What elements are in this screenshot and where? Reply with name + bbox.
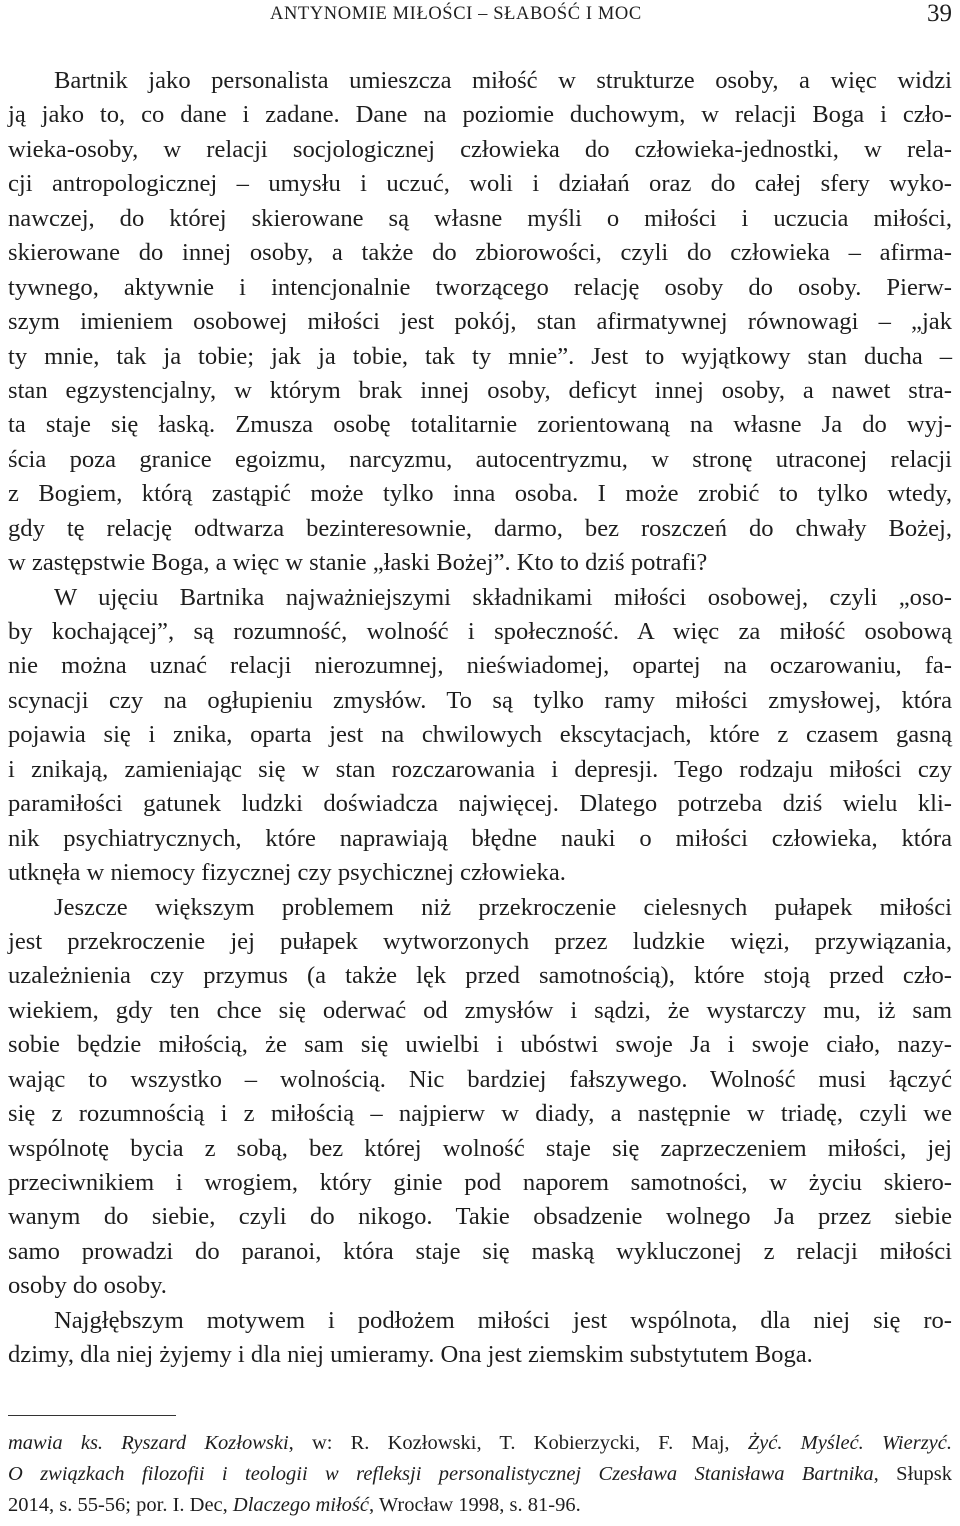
text-line: szym imieniem osobowej miłości jest pokój, stan afirmatywnej równowagi – „jak	[8, 308, 952, 336]
text-line: cji antropologicznej – umysłu i uczuć, woli i działań oraz do całej sfery wyko-	[8, 170, 952, 198]
text-line: dzimy, dla niej żyjemy i dla niej umieramy. Ona jest ziemskim substytutem Boga.	[8, 1341, 813, 1369]
text-line: się z rozumnością i z miłością – najpierw w diady, a następnie w triadę, czyli we	[8, 1100, 952, 1128]
footnote-text: , Słupsk	[873, 1463, 953, 1485]
text-line: w zastępstwie Boga, a więc w stanie „łaski Bożej”. Kto to dziś potrafi?	[8, 549, 708, 577]
text-line: paramiłości gatunek ludzki doświadcza najwięcej. Dlatego potrzeba dziś wielu kli-	[8, 790, 952, 818]
text-line: z Bogiem, którą zastąpić może tylko inna osoba. I może zrobić to tylko wtedy,	[8, 480, 952, 508]
text-line: wając to wszystko – wolnością. Nic bardziej fałszywego. Wolność musi łączyć	[8, 1065, 952, 1093]
footnote	[8, 1428, 952, 1521]
footnote-text: , Wrocław 1998, s. 81-96.	[368, 1494, 581, 1516]
text-line: stan egzystencjalny, w którym brak innej osoby, deficyt innej osoby, a nawet stra-	[8, 376, 952, 404]
document-page	[8, 0, 952, 1526]
text-line: nie można uznać relacji nierozumnej, nieświadomej, opartej na oczarowaniu, fa-	[8, 652, 952, 680]
text-line: skierowane do innej osoby, a także do zbiorowości, czyli do człowieka – afirma-	[8, 239, 952, 267]
footnote-line	[8, 1490, 952, 1521]
text-line: i znikają, zamieniając się w stan rozczarowania i depresji. Tego rodzaju miłości czy	[8, 755, 952, 783]
text-line: przeciwnikiem i wrogiem, który ginie pod naporem samotności, w życiu skiero-	[8, 1169, 952, 1196]
text-line: samo prowadzi do paranoi, która staje się maską wykluczonej z relacji miłości	[8, 1237, 952, 1265]
text-line: utknęła w niemocy fizycznej czy psychicznej człowieka.	[8, 859, 566, 887]
text-line: nik psychiatrycznych, które naprawiają błędne nauki o miłości człowieka, która	[8, 824, 952, 852]
footnote-book-subtitle: O związkach filozofii i teologii w refleksji personalistycznej Czesława Stanisława Bartnika	[8, 1463, 874, 1485]
footnote-line	[8, 1428, 952, 1459]
footnote-divider	[8, 1415, 176, 1416]
text-line: osoby do osoby.	[8, 1272, 167, 1300]
footnote-italic-text: mawia ks. Ryszard Kozłowski	[8, 1432, 289, 1454]
text-line: W ujęciu Bartnika najważniejszymi składnikami miłości osobowej, czyli „oso-	[54, 583, 952, 611]
text-line: wieka-osoby, w relacji socjologicznej człowieka do człowieka-jednostki, w rela-	[8, 135, 952, 163]
footnote-text: 2014, s. 55-56; por. I. Dec,	[8, 1494, 233, 1516]
text-line: ta staje się łaską. Zmusza osobę totalitarnie zorientowaną na własne Ja do wyj-	[8, 411, 952, 439]
text-line: by kochającej”, są rozumność, wolność i społeczność. A więc za miłość osobową	[8, 618, 952, 645]
running-header-title: ANTYNOMIE MIŁOŚCI – SŁABOŚĆ I MOC	[270, 4, 642, 24]
text-line: ty mnie, tak ja tobie; jak ja tobie, tak ty mnie”. Jest to wyjątkowy stan ducha –	[8, 342, 952, 370]
text-line: uzależnienia czy przymus (a także lęk przed samotnością), które stoją przed czło-	[8, 962, 952, 990]
footnote-book-title: Dlaczego miłość	[232, 1494, 369, 1516]
text-line: ścia poza granice egoizmu, narcyzmu, autocentryzmu, w stronę utraconej relacji	[8, 445, 952, 473]
body-text	[8, 64, 952, 1373]
text-line: tywnego, aktywnie i intencjonalnie tworzącego relację osoby do osoby. Pierw-	[8, 273, 952, 301]
text-line: ją jako to, co dane i zadane. Dane na poziomie duchowym, w relacji Boga i czło-	[8, 101, 952, 129]
text-line: nawczej, do której skierowane są własne myśli o miłości i uczucia miłości,	[8, 204, 952, 232]
text-line: wspólnotę bycia z sobą, bez której wolność staje się zaprzeczeniem miłości, jej	[8, 1134, 952, 1162]
page-number: 39	[927, 0, 952, 27]
text-line: pojawia się i znika, oparta jest na chwilowych ekscytacjach, które z czasem gasną	[8, 721, 952, 749]
text-line: Najgłębszym motywem i podłożem miłości jest wspólnota, dla niej się ro-	[54, 1306, 952, 1334]
footnote-line	[8, 1459, 952, 1490]
text-line: Jeszcze większym problemem niż przekroczenie cielesnych pułapek miłości	[54, 893, 952, 921]
text-line: sobie będzie miłością, że sam się uwielbi i ubóstwi swoje Ja i swoje ciało, nazy-	[8, 1031, 952, 1059]
footnote-text: , w: R. Kozłowski, T. Kobierzycki, F. Maj,	[288, 1432, 748, 1454]
text-line: scynacji czy na ogłupieniu zmysłów. To są tylko ramy miłości zmysłowej, która	[8, 686, 952, 714]
text-line: gdy tę relację odtwarza bezinteresownie, darmo, bez roszczeń do chwały Bożej,	[8, 514, 952, 542]
text-line: wanym do siebie, czyli do nikogo. Takie obsadzenie wolnego Ja przez siebie	[8, 1203, 952, 1231]
text-line: jest przekroczenie jej pułapek wytworzonych przez ludzkie więzi, przywiązania,	[8, 927, 952, 955]
text-line: Bartnik jako personalista umieszcza miłość w strukturze osoby, a więc widzi	[54, 67, 952, 94]
running-header	[8, 0, 952, 36]
footnote-book-title: Żyć. Myśleć. Wierzyć.	[747, 1432, 952, 1454]
text-line: wiekiem, gdy ten chce się oderwać od zmysłów i sądzi, że wystarczy mu, iż sam	[8, 996, 952, 1024]
